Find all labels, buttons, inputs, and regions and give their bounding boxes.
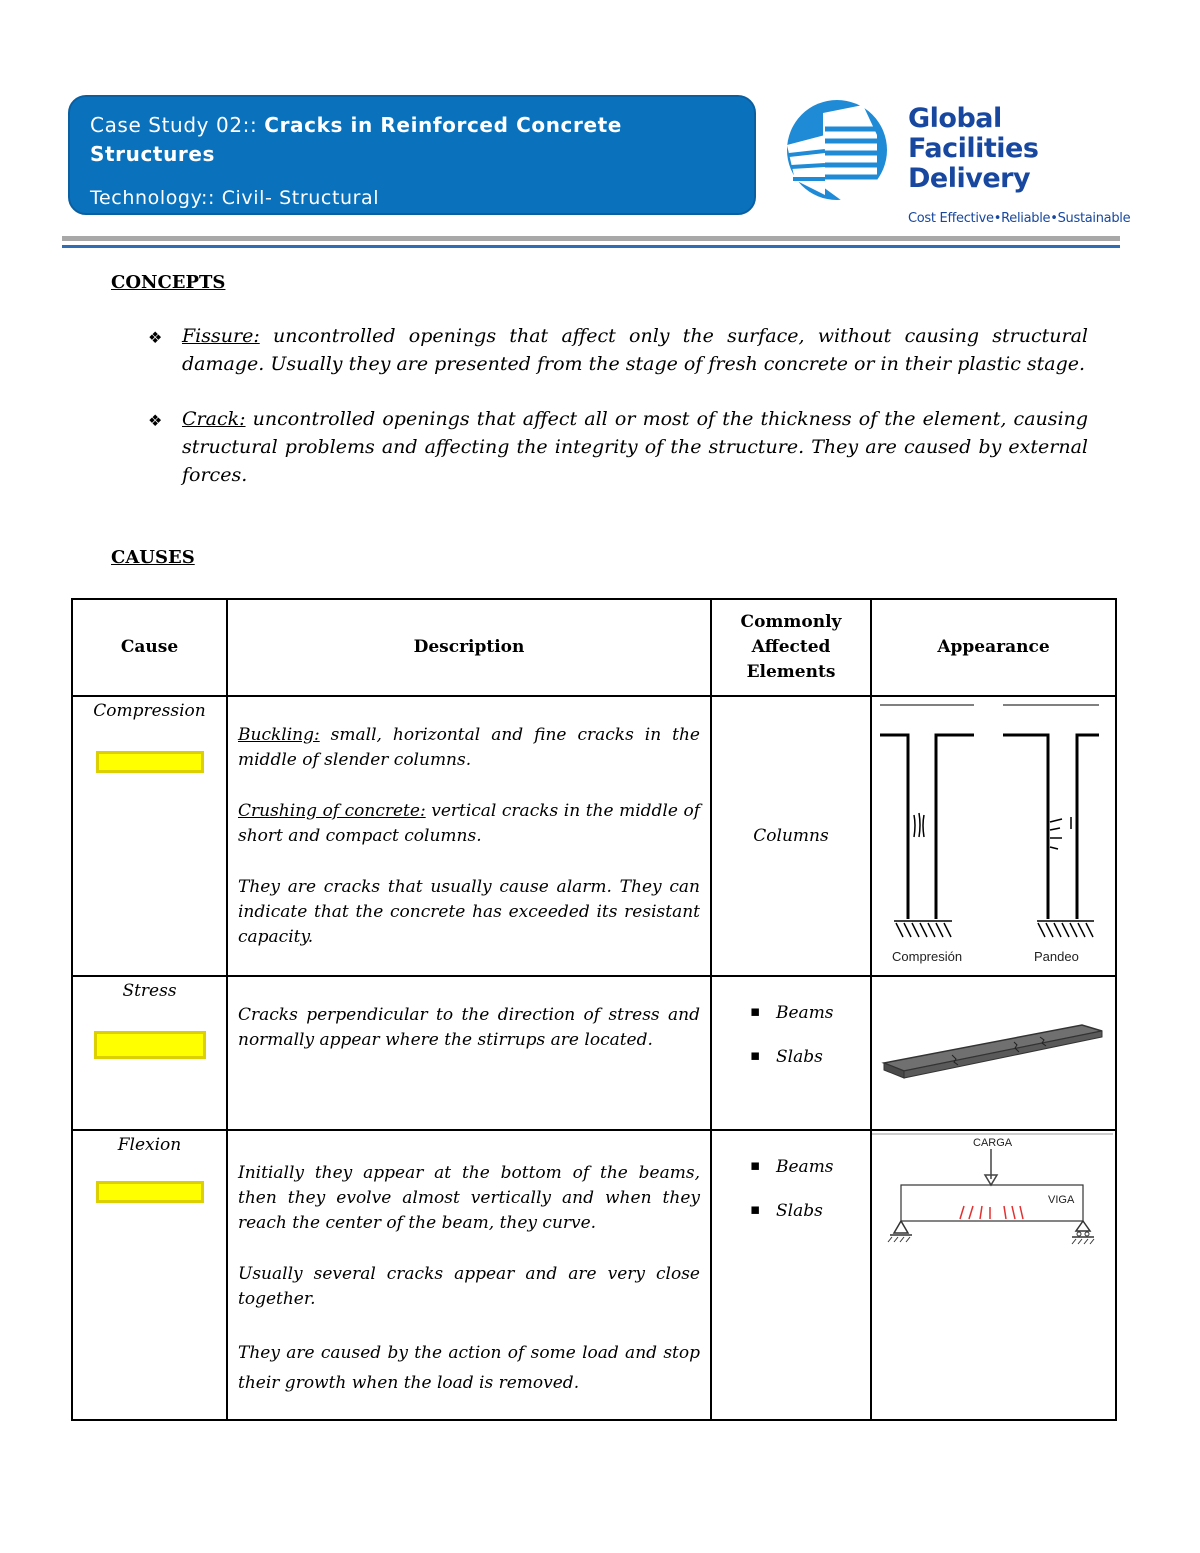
logo-tagline: Cost Effective•Reliable•Sustainable (908, 211, 1131, 226)
causes-table (71, 598, 1117, 1421)
elements-cell (711, 1130, 871, 1420)
diamond-bullet-icon: ❖ (148, 328, 163, 347)
appearance-cell (871, 1130, 1116, 1420)
element-item: ▪ Slabs (750, 1201, 870, 1221)
description-cell: Buckling: small, horizontal and fine cracks in the middle of slender columns. Crushing of concrete: vertical cracks in the middle of short and compact columns. They are cracks that usually cause alarm. They can indicate that the concrete has exceeded its resistant capacity. (227, 696, 711, 976)
figure-label: Pandeo (1034, 949, 1079, 964)
case-study-banner (68, 95, 756, 215)
element-item: ▪ Slabs (750, 1047, 870, 1067)
beam-label: VIGA (1048, 1194, 1075, 1206)
element-item: ▪ Beams (750, 1157, 870, 1177)
appearance-cell (871, 696, 1116, 976)
description-cell: Initially they appear at the bottom of the beams, then they evolve almost vertically and when they reach the center of the beam, they curve. Usually several cracks appear and are very close together. They are caused by the action of some load and stop their growth when the load is removed. (227, 1130, 711, 1420)
column-header: Commonly Affected Elements (711, 599, 871, 696)
beam-flexion-figure (872, 1131, 1113, 1415)
causes-heading: CAUSES (111, 547, 195, 568)
cause-cell: Flexion (72, 1130, 227, 1420)
slab-cracks-figure (872, 977, 1113, 1125)
column-header: Appearance (871, 599, 1116, 696)
table-row (72, 1130, 1116, 1420)
appearance-cell (871, 976, 1116, 1130)
column-header: Description (227, 599, 711, 696)
column-cracks-figure (872, 697, 1113, 971)
table-row (72, 976, 1116, 1130)
concept-crack: Crack: uncontrolled openings that affect all or most of the thickness of the element, causing structural problems and affecting the integrity of the structure. They are caused by external forces. (182, 408, 1088, 486)
highlight-marker (96, 751, 204, 773)
technology-label: Technology:: Civil- Structural (90, 187, 380, 209)
table-header-row (72, 599, 1116, 696)
header-rule-gray (62, 236, 1120, 241)
diamond-bullet-icon: ❖ (148, 411, 163, 430)
concepts-heading: CONCEPTS (111, 272, 226, 293)
column-header: Cause (72, 599, 227, 696)
header-rule-blue (62, 245, 1120, 248)
element-item: ▪ Beams (750, 1003, 870, 1023)
highlight-marker (96, 1181, 204, 1203)
elements-cell (711, 696, 871, 976)
highlight-marker (94, 1031, 206, 1059)
element-label: Columns (753, 826, 829, 846)
load-label: CARGA (973, 1137, 1013, 1149)
elements-cell (711, 976, 871, 1130)
description-cell: Cracks perpendicular to the direction of stress and normally appear where the stirrups are located. (227, 976, 711, 1130)
case-study-title: Case Study 02:: Cracks in Reinforced Concrete Structures (90, 113, 622, 166)
figure-label: Compresión (892, 949, 963, 964)
table-row (72, 696, 1116, 976)
building-logo-icon (785, 95, 890, 210)
cause-cell: Compression (72, 696, 227, 976)
concept-fissure: Fissure: uncontrolled openings that affect only the surface, without causing structural damage. Usually they are presented from the stage of fresh concrete or in their plastic stage. (182, 325, 1088, 375)
cause-cell: Stress (72, 976, 227, 1130)
logo-wordmark: Global Facilities Delivery (908, 103, 1039, 194)
